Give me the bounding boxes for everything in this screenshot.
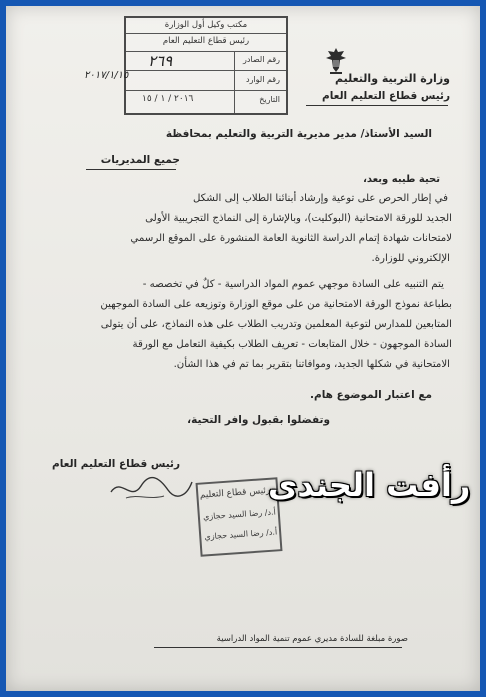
stamp-export-number: ٢٦٩: [148, 52, 173, 70]
paragraph-2-line: الامتحانية في شكلها الجديد، وموافاتنا بتقرير بما تم في هذا الشأن.: [173, 359, 450, 370]
addressee-line: السيد الأستاذ/ مدير مديرية التربية والتعليم بمحافظة: [165, 128, 432, 140]
paragraph-1-line: لامتحانات شهادة إتمام الدراسة الثانوية العامة المنشورة على الموقع الرسمي: [130, 233, 452, 244]
sector-name: رئيس قطاع التعليم العام: [322, 90, 450, 102]
greeting: تحية طيبه وبعد،: [363, 174, 440, 185]
directorates-line: جميع المديريات: [100, 154, 180, 166]
importance-note: مع اعتبار الموضوع هام.: [310, 389, 432, 401]
ministry-name: وزارة التربية والتعليم: [335, 72, 450, 85]
stamp-inbox-label: رقم الوارد: [246, 75, 280, 84]
copy-note: صورة مبلغة للسادة مديري عموم تنمية المواد الدراسية: [216, 634, 408, 644]
document-page: [6, 6, 480, 691]
paragraph-1-line: في إطار الحرص على توعية وإرشاد أبنائنا الطلاب إلى الشكل: [192, 193, 448, 204]
paragraph-2-line: بطباعة نموذج الورقة الامتحانية من على موقع الوزارة وتوزيعه على السادة الموجهين: [100, 299, 452, 310]
handwritten-signature: [106, 472, 196, 506]
paragraph-1-line: الجديد للورقة الامتحانية (البوكليت)، وبالإشارة إلى النماذج التجريبية الأولى: [145, 213, 452, 224]
seal-line-2: أ.د/ رضا السيد حجازي: [202, 507, 277, 522]
stamp-date-label: التاريخ: [259, 95, 280, 104]
stamp-office-line: مكتب وكيل أول الوزارة: [164, 20, 248, 30]
handwritten-date: ٢٠١٧/١/١٥: [84, 70, 129, 81]
stamp-date-value: ٢٠١٦ / ١ / ١٥: [142, 94, 194, 104]
seal-line-1: رئيس قطاع التعليم: [199, 485, 271, 501]
closing-line: وتفضلوا بقبول وافر التحية،: [187, 414, 330, 426]
stamp-export-label: رقم الصادر: [242, 55, 280, 64]
paragraph-2-line: يتم التنبيه على السادة موجهي عموم المواد الدراسية - كلٌ في تخصصه -: [142, 279, 444, 290]
registry-stamp-box: [124, 16, 288, 115]
paragraph-2-line: السادة الموجهون - خلال المتابعات - تعريف الطلاب بكيفية التعامل مع الورقة: [132, 339, 452, 350]
overlay-name-caption: رأفت الجندى: [268, 466, 471, 504]
signatory-title: رئيس قطاع التعليم العام: [52, 458, 180, 470]
paragraph-2-line: المتابعين للمدارس لتوعية المعلمين وتدريب الطلاب على هذه النماذج، على أن يتولى: [100, 319, 452, 330]
stamp-sector-line: رئيس قطاع التعليم العام: [162, 36, 250, 46]
paragraph-1-line: الإلكتروني للوزارة.: [371, 253, 450, 264]
seal-line-3: أ.د/ رضا السيد حجازي: [204, 527, 278, 542]
